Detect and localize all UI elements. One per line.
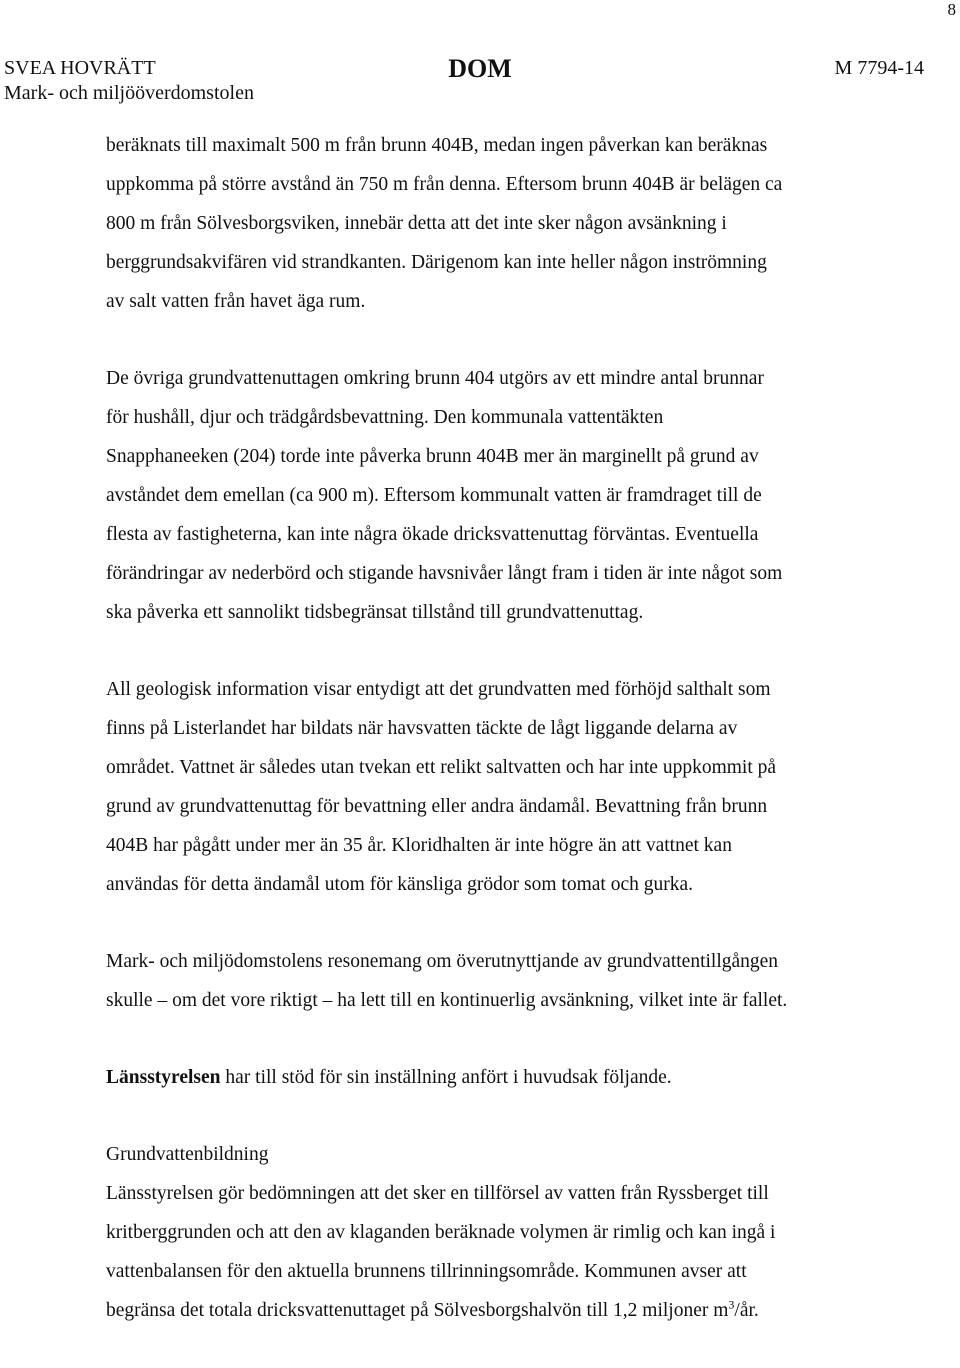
text-line: 404B har pågått under mer än 35 år. Kloridhalten är inte högre än att vattnet kan [106, 835, 732, 856]
text-line: för hushåll, djur och trädgårdsbevattning. Den kommunala vattentäkten [106, 407, 664, 428]
section-heading-text: Grundvattenbildning [106, 1144, 269, 1165]
text-line: De övriga grundvattenuttagen omkring brunn 404 utgörs av ett mindre antal brunnar [106, 368, 764, 389]
text-line: förändringar av nederbörd och stigande havsnivåer långt fram i tiden är inte något som [106, 563, 783, 584]
text-line: skulle – om det vore riktigt – ha lett till en kontinuerlig avsänkning, vilket inte är fallet. [106, 990, 788, 1011]
text-line: berggrundsakvifären vid strandkanten. Därigenom kan inte heller någon inströmning [106, 252, 767, 273]
text-line: Snapphaneeken (204) torde inte påverka brunn 404B mer än marginellt på grund av [106, 446, 759, 467]
text-line: kritberggrunden och att den av klaganden beräknade volymen är rimlig och kan ingå i [106, 1222, 776, 1243]
text-line: området. Vattnet är således utan tvekan ett relikt saltvatten och har inte uppkommit på [106, 757, 777, 778]
text-line: användas för detta ändamål utom för känsliga grödor som tomat och gurka. [106, 874, 693, 895]
text-line: All geologisk information visar entydigt att det grundvatten med förhöjd salthalt som [106, 679, 771, 700]
text-line: beräknats till maximalt 500 m från brunn 404B, medan ingen påverkan kan beräknas [106, 135, 768, 156]
text-line: finns på Listerlandet har bildats när havsvatten täckte de lågt liggande delarna av [106, 718, 738, 739]
text-line: Mark- och miljödomstolens resonemang om överutnyttjande av grundvattentillgången [106, 951, 779, 972]
text-line: avståndet dem emellan (ca 900 m). Eftersom kommunalt vatten är framdraget till de [106, 485, 762, 506]
text-line-part: begränsa det totala dricksvattenuttaget på Sölvesborgshalvön till 1,2 miljoner m [106, 1300, 729, 1321]
text-line: av salt vatten från havet äga rum. [106, 291, 366, 312]
text-line: uppkomma på större avstånd än 750 m från denna. Eftersom brunn 404B är belägen ca [106, 174, 783, 195]
document-body [106, 126, 906, 1368]
text-line: 800 m från Sölvesborgsviken, innebär detta att det inte sker någon avsänkning i [106, 213, 727, 234]
section-heading [106, 1135, 906, 1174]
text-line-part: /år. [734, 1300, 759, 1321]
superscript: 3 [728, 1297, 735, 1312]
paragraph-1 [106, 126, 906, 321]
text-line: flesta av fastigheterna, kan inte några ökade dricksvattenuttag förväntas. Eventuella [106, 524, 759, 545]
text-line: ska påverka ett sannolikt tidsbegränsat tillstånd till grundvattenuttag. [106, 602, 644, 623]
page-number: 8 [947, 0, 956, 19]
paragraph-3 [106, 670, 906, 904]
document-type: DOM [448, 54, 512, 83]
paragraph-4 [106, 942, 906, 1020]
text-line: Länsstyrelsen gör bedömningen att det sker en tillförsel av vatten från Ryssberget till [106, 1183, 769, 1204]
court-name-line2: Mark- och miljööverdomstolen [4, 82, 254, 104]
paragraph-2 [106, 359, 906, 632]
lansstyrelsen-intro-text: har till stöd för sin inställning anfört i huvudsak följande. [220, 1067, 672, 1088]
case-number: M 7794-14 [834, 57, 924, 79]
paragraph-final [106, 1174, 906, 1330]
text-line: vattenbalansen för den aktuella brunnens tillrinningsområde. Kommunen avser att [106, 1261, 747, 1282]
lansstyrelsen-bold: Länsstyrelsen [106, 1067, 221, 1088]
text-line [106, 1291, 906, 1330]
court-name-line1: SVEA HOVRÄTT [4, 57, 156, 79]
lansstyrelsen-intro [106, 1058, 906, 1097]
text-line: grund av grundvattenuttag för bevattning eller andra ändamål. Bevattning från brunn [106, 796, 768, 817]
